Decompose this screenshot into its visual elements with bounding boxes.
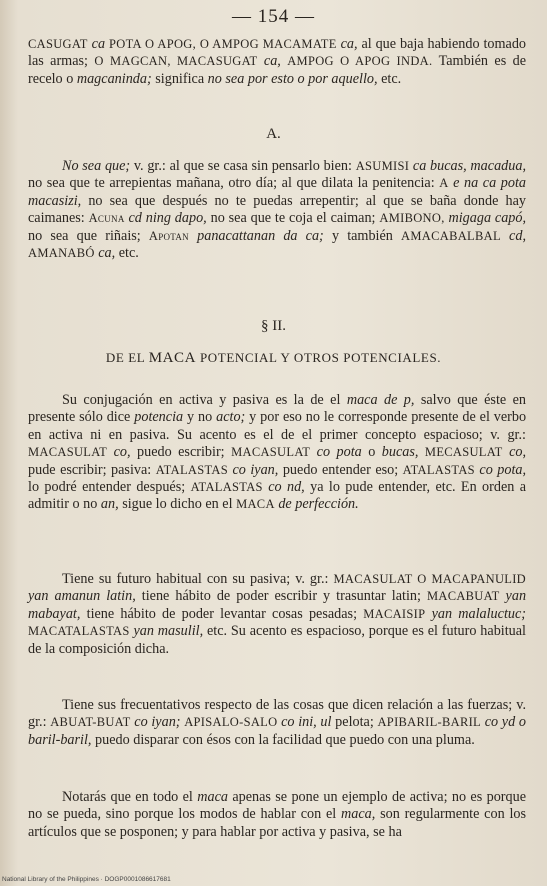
p3-d: potencia xyxy=(134,409,184,426)
p3-a: Su conjugación en activa y pasiva es la de el xyxy=(62,392,341,408)
p3-l: co pota xyxy=(316,444,362,461)
p4-e: MACABUAT xyxy=(426,589,500,604)
p2-a: No sea que; xyxy=(62,158,131,174)
p3-e: y no xyxy=(187,409,213,426)
p3-f: acto; xyxy=(216,409,246,426)
p5-e: co ini, ul xyxy=(281,714,332,731)
p3-aa: an, xyxy=(100,496,119,513)
p3-n: bucas, xyxy=(381,444,419,461)
p1-g: ca, xyxy=(263,53,281,70)
section-mark: § II. xyxy=(261,318,286,334)
p6-e: son regularmente con los artículos que se posponen; y para hablar por activa y pasiva, se ha xyxy=(28,806,527,840)
p3-w: lo podré entender después; xyxy=(28,479,186,496)
p4-i: yan malaluctuc; xyxy=(431,605,527,622)
p3-t: puedo entender eso; xyxy=(282,461,399,478)
p4-l: etc. Su acento es espacioso, porque es el futuro habitual de la composición dicha. xyxy=(28,623,526,657)
p4-g: tiene hábito de poder levantar cosas pesadas; xyxy=(86,605,358,622)
p3-o: MECASULAT xyxy=(424,445,503,460)
p1-e: al que baja habiendo tomado las armas; xyxy=(28,36,527,70)
p5-f: pelota; xyxy=(335,714,374,731)
p5-g: APIBARIL-BARIL xyxy=(377,715,481,730)
p4-f: yan mabayat, xyxy=(28,588,527,622)
p3-j: puedo escribir; xyxy=(137,444,225,461)
section-title-word: MACA xyxy=(148,350,197,366)
p3-v: co pota, xyxy=(479,461,527,478)
p1-h: AMPOG O APOG INDA. xyxy=(287,54,433,69)
p1-m: etc. xyxy=(381,70,402,87)
p6-c: apenas se pone un ejemplo de activa; no es porque no se pueda, sino porque los modos de hablar con el xyxy=(28,789,526,823)
p4-c: yan amanun latin, xyxy=(28,588,136,605)
paragraph-1 xyxy=(28,36,526,88)
p3-k: MACASULAT xyxy=(231,445,311,460)
p3-q: pude escribir; pasiva: xyxy=(28,461,152,478)
p2-p: panacattanan da ca; xyxy=(197,227,324,244)
p3-m: o xyxy=(368,444,376,461)
p3-y: co nd, xyxy=(268,479,305,496)
p4-b: MACASULAT O MACAPANULID xyxy=(333,572,527,586)
library-footer: National Library of the Philippines · DOGP0001086617681 xyxy=(2,876,171,883)
paragraph-3 xyxy=(28,392,526,514)
p3-z: ya lo pude entender, etc. En orden a admitir o no xyxy=(28,479,527,513)
p4-d: tiene hábito de poder escribir y trasuntar latin; xyxy=(141,588,421,605)
p4-j: MACATALASTAS xyxy=(28,624,130,639)
p3-p: co, xyxy=(509,444,527,461)
p2-h: no sea que después no te puedas arrepentir; al que se baña donde hay caimanes: xyxy=(28,192,526,227)
p1-j: magcaninda; xyxy=(76,70,152,87)
p2-j: cd ning dapo, xyxy=(128,210,207,227)
p3-dd: de perfección. xyxy=(278,496,359,513)
paragraph-2 xyxy=(28,158,526,262)
p2-o: Apotan xyxy=(148,228,189,243)
p6-d: maca, xyxy=(341,806,376,823)
p3-x: ATALASTAS xyxy=(190,480,263,495)
p2-n: no sea que riñais; xyxy=(28,227,141,244)
p5-a: Tiene sus frecuentativos respecto de las cosas que dicen relación a las fuerzas; v. gr.: xyxy=(28,697,526,731)
p5-h: co yd o baril-baril, xyxy=(28,714,526,748)
paragraph-5 xyxy=(28,697,526,749)
p2-m: migaga capó, xyxy=(448,210,527,227)
p3-h: MACASULAT xyxy=(28,445,108,460)
p2-g: e na ca pota macasizi, xyxy=(28,175,526,209)
p1-f: O MAGCAN, MACASUGAT xyxy=(94,54,258,69)
p3-cc: MACA xyxy=(236,497,275,512)
p2-e: no sea que te arrepientas mañana, otro día; al que dilata la penitencia: xyxy=(28,175,435,192)
p2-b: v. gr.: al que se casa sin pensarlo bien: xyxy=(133,158,352,174)
p3-bb: sigue lo dicho en el xyxy=(122,496,233,513)
p2-l: AMIBONO, xyxy=(379,211,445,226)
p1-d: ca, xyxy=(340,36,358,52)
p2-f: A xyxy=(439,176,449,191)
p3-b: maca de p, xyxy=(346,392,415,408)
p2-u: ca, xyxy=(98,245,116,262)
p5-i: puedo disparar con ésos con la facilidad que puedo con una pluma. xyxy=(95,731,475,748)
p3-c: salvo que éste en presente sólo dice xyxy=(28,392,527,426)
p3-u: ATALASTAS xyxy=(402,462,475,477)
p1-i: También es de recelo o xyxy=(28,53,526,87)
section-title-prefix: DE EL xyxy=(105,350,145,365)
p5-d: APISALO-SALO xyxy=(184,715,278,730)
p2-c: ASUMISI xyxy=(355,159,410,173)
p5-b: ABUAT-BUAT xyxy=(50,715,131,730)
p2-k: no sea que te coja el caiman; xyxy=(210,210,376,227)
section-title-suffix: POTENCIAL Y OTROS POTENCIALES. xyxy=(199,350,442,365)
p1-c: POTA O APOG, O AMPOG MACAMATE xyxy=(109,37,337,51)
p1-a: CASUGAT xyxy=(28,37,88,51)
p3-g: y por eso no le corresponde presente de el verbo en activa ni en pasiva. Su acento es el de el primer concepto espacioso; v. gr.: xyxy=(28,409,527,443)
p2-r: AMACABALBAL xyxy=(401,228,501,243)
p6-a: Notarás que en todo el xyxy=(62,789,193,805)
p2-i: Acuna xyxy=(88,211,125,226)
p4-h: MACAISIP xyxy=(363,606,426,621)
p3-i: co, xyxy=(113,444,131,461)
paragraph-6 xyxy=(28,789,526,841)
p4-k: yan masulil, xyxy=(133,623,204,640)
p2-q: y también xyxy=(331,227,393,244)
p2-d: ca bucas, macadua, xyxy=(412,158,526,174)
page-number: — 154 — xyxy=(232,6,315,27)
section-title xyxy=(0,350,547,367)
p3-r: ATALASTAS xyxy=(155,462,228,477)
p1-k: significa xyxy=(155,70,205,87)
section-letter: A. xyxy=(266,126,281,142)
p1-l: no sea por esto o por aquello, xyxy=(207,70,378,87)
p4-a: Tiene su futuro habitual con su pasiva; v. gr.: xyxy=(62,571,329,587)
p2-s: cd, xyxy=(509,227,526,244)
p3-s: co iyan, xyxy=(232,461,279,478)
paragraph-4 xyxy=(28,571,526,658)
p2-t: AMANABÓ xyxy=(28,246,95,261)
p1-b: ca xyxy=(91,36,106,52)
p6-b: maca xyxy=(197,789,228,805)
p5-c: co iyan; xyxy=(134,714,181,731)
p2-v: etc. xyxy=(118,245,139,262)
